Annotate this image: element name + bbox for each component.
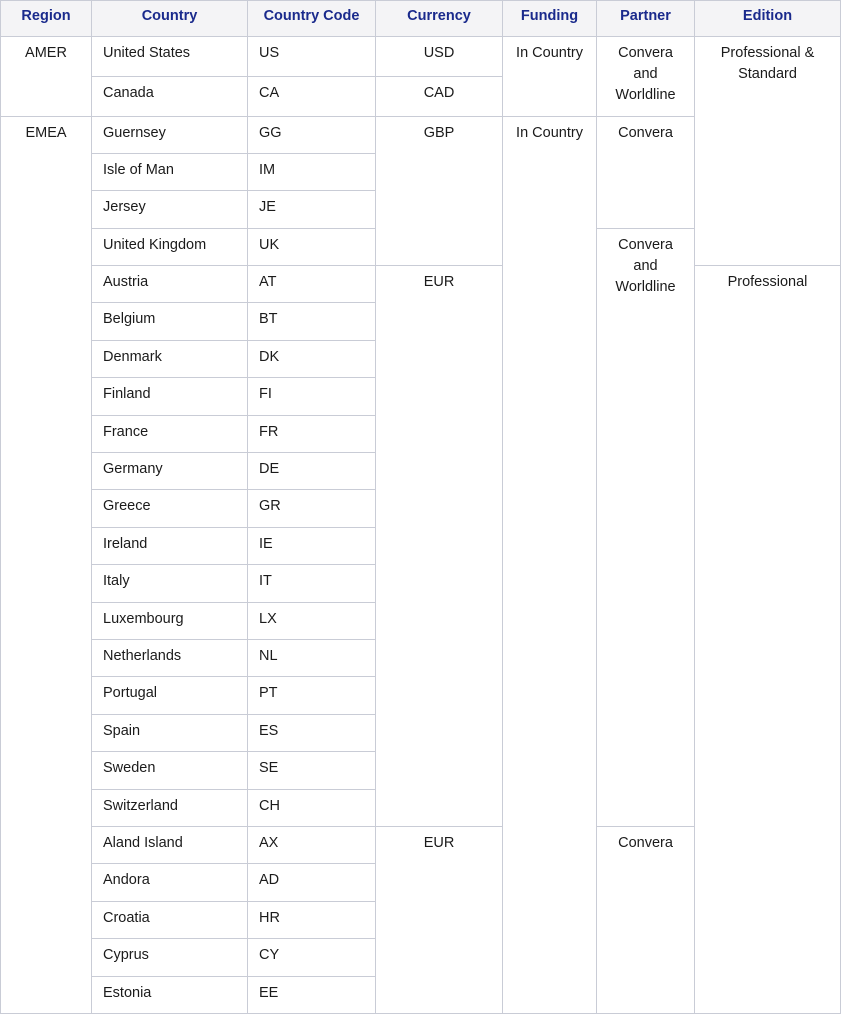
partner-line: Worldline <box>615 87 676 103</box>
country-code-cell: SE <box>248 752 376 790</box>
header-funding: Funding <box>503 0 597 37</box>
country-code-cell: JE <box>248 191 376 229</box>
country-code-cell: GG <box>248 117 376 154</box>
country-code-cell: IE <box>248 528 376 565</box>
funding-cell: In Country <box>503 37 597 117</box>
country-code-cell: CY <box>248 939 376 977</box>
country-cell: Jersey <box>92 191 248 229</box>
country-cell: Finland <box>92 378 248 416</box>
country-code-cell: IT <box>248 565 376 603</box>
country-code-cell: FI <box>248 378 376 416</box>
country-cell: Isle of Man <box>92 154 248 191</box>
country-code-cell: IM <box>248 154 376 191</box>
country-code-cell: UK <box>248 229 376 266</box>
country-cell: Luxembourg <box>92 603 248 640</box>
country-code-cell: AX <box>248 827 376 864</box>
country-cell: Sweden <box>92 752 248 790</box>
country-code-cell: HR <box>248 902 376 939</box>
country-cell: Aland Island <box>92 827 248 864</box>
currency-cell: EUR <box>376 827 503 1014</box>
country-cell: Andora <box>92 864 248 902</box>
currency-cell: USD <box>376 37 503 77</box>
country-code-cell: FR <box>248 416 376 453</box>
country-cell: Croatia <box>92 902 248 939</box>
header-edition: Edition <box>695 0 841 37</box>
country-code-cell: EE <box>248 977 376 1014</box>
country-code-cell: DK <box>248 341 376 378</box>
country-code-cell: AT <box>248 266 376 303</box>
country-code-cell: DE <box>248 453 376 490</box>
partner-line: Convera <box>618 125 673 141</box>
country-cell: Belgium <box>92 303 248 341</box>
partner-line: and <box>633 258 658 274</box>
country-code-cell: GR <box>248 490 376 528</box>
edition-line: Professional <box>727 274 808 290</box>
country-cell: Cyprus <box>92 939 248 977</box>
country-cell: Guernsey <box>92 117 248 154</box>
header-region: Region <box>0 0 92 37</box>
country-cell: Germany <box>92 453 248 490</box>
partner-cell <box>597 37 695 117</box>
funding-cell: In Country <box>503 117 597 1014</box>
country-cell: Canada <box>92 77 248 117</box>
currency-cell: GBP <box>376 117 503 266</box>
country-code-cell: AD <box>248 864 376 902</box>
country-code-cell: CA <box>248 77 376 117</box>
country-code-cell: CH <box>248 790 376 827</box>
partner-line: Convera <box>618 835 673 851</box>
partner-line: Worldline <box>615 279 676 295</box>
partner-cell <box>597 827 695 1014</box>
country-cell: Greece <box>92 490 248 528</box>
edition-cell <box>695 266 841 1014</box>
country-cell: Ireland <box>92 528 248 565</box>
partner-line: Convera <box>618 237 673 253</box>
country-cell: United Kingdom <box>92 229 248 266</box>
country-code-cell: PT <box>248 677 376 715</box>
header-country-code: Country Code <box>248 0 376 37</box>
country-cell: Netherlands <box>92 640 248 677</box>
country-cell: France <box>92 416 248 453</box>
country-code-cell: LX <box>248 603 376 640</box>
edition-line: Professional & <box>720 45 815 61</box>
country-code-cell: ES <box>248 715 376 752</box>
country-cell: Switzerland <box>92 790 248 827</box>
country-cell: Portugal <box>92 677 248 715</box>
partner-cell <box>597 229 695 827</box>
region-cell: AMER <box>0 37 92 117</box>
currency-cell: CAD <box>376 77 503 117</box>
partner-line: Convera <box>618 45 673 61</box>
country-cell: Denmark <box>92 341 248 378</box>
header-currency: Currency <box>376 0 503 37</box>
edition-line: Standard <box>738 66 797 82</box>
country-cell: Spain <box>92 715 248 752</box>
edition-cell <box>695 37 841 266</box>
country-cell: Italy <box>92 565 248 603</box>
partner-cell <box>597 117 695 229</box>
country-code-cell: NL <box>248 640 376 677</box>
country-cell: Austria <box>92 266 248 303</box>
region-cell: EMEA <box>0 117 92 1014</box>
currency-cell: EUR <box>376 266 503 827</box>
header-country: Country <box>92 0 248 37</box>
country-cell: Estonia <box>92 977 248 1014</box>
partner-line: and <box>633 66 658 82</box>
country-code-cell: BT <box>248 303 376 341</box>
header-partner: Partner <box>597 0 695 37</box>
country-cell: United States <box>92 37 248 77</box>
country-code-cell: US <box>248 37 376 77</box>
